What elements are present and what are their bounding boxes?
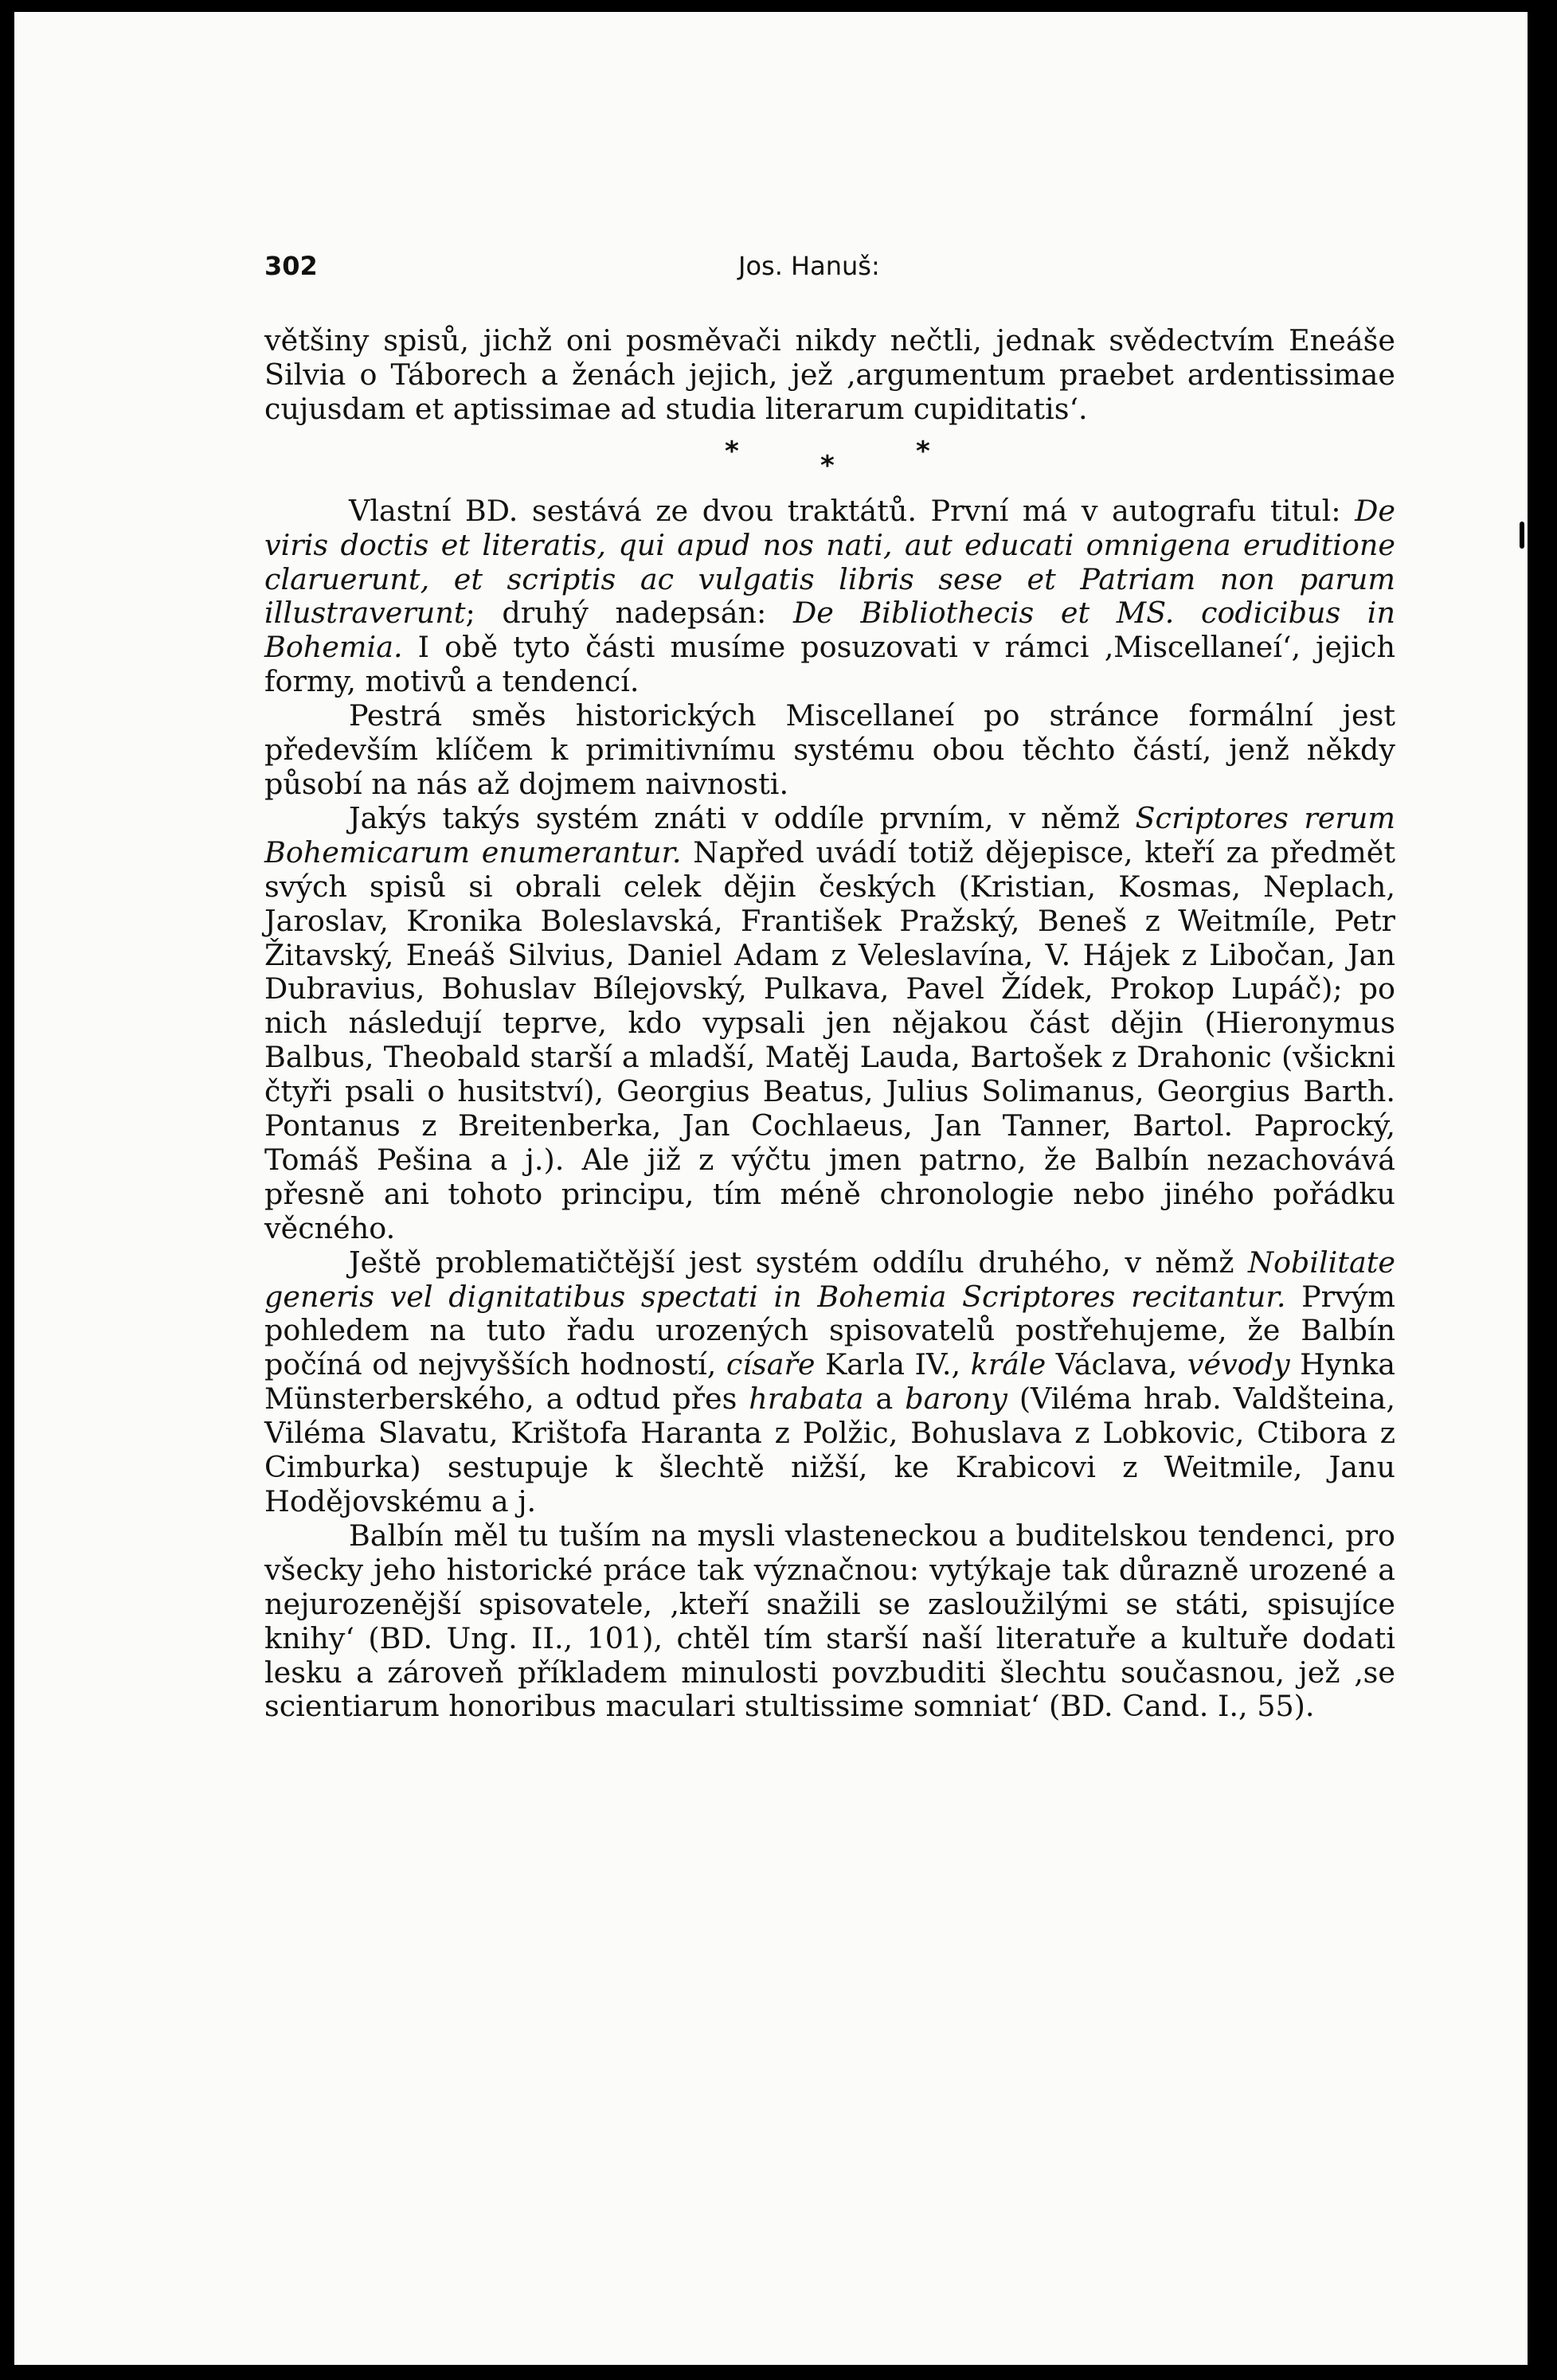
paragraph-2-text-a: Vlastní BD. sestává ze dvou traktátů. První má v autografu titul: [349, 493, 1356, 528]
paragraph-5-text-g: Václava, [1046, 1347, 1187, 1382]
paragraph-5-text-e: Karla IV., [815, 1347, 971, 1382]
paragraph-4 [264, 802, 1395, 1246]
scan-margin-mark [1520, 522, 1524, 549]
paragraph-6: Balbín měl tu tuším na mysli vlasteneckou a buditelskou tendenci, pro všecky jeho historické práce tak význačnou: vytýkaje tak důrazně urozené a nejurozenější spisovatele, ‚kteří snažili se zasloužilými se státi, spisujíce knihy‘ (BD. Ung. II., 101), chtěl tím starší naší literatuře a kultuře dodati lesku a zároveň příkladem minulosti povzbuditi šlechtu současnou, jež ‚se scientiarum honoribus maculari stultissime somniat‘ (BD. Cand. I., 55). [264, 1518, 1395, 1724]
paragraph-5-italic-cisare: císaře [726, 1347, 816, 1382]
paragraph-5-italic-vevody: vévody [1187, 1347, 1290, 1382]
paragraph-5-italic-hrabata: hrabata [749, 1381, 864, 1417]
asterisk-middle: * [820, 449, 835, 482]
paragraph-2-text-c: ; druhý nadepsán: [465, 596, 793, 631]
paragraph-5 [264, 1246, 1395, 1519]
paragraph-2 [264, 494, 1395, 699]
paragraph-5-text-a: Ještě problematičtější jest systém oddílu druhého, v němž [349, 1245, 1248, 1280]
paragraph-2-text-e: I obě tyto části musíme posuzovati v rámci ‚Miscellaneí‘, jejich formy, motivů a tendencí. [264, 630, 1395, 699]
paragraph-5-text-i: Hynka Münsterberského, a odtud přes [264, 1347, 1396, 1417]
paragraph-1: většiny spisů, jichž oni posměvači nikdy nečtli, jednak svědectvím Eneáše Silvia o Táborech a ženách jejich, jež ‚argumentum praebet ardentissimae cujusdam et aptissimae ad studia literarum cupiditatis‘. [264, 323, 1395, 426]
section-break-asterism [264, 427, 1395, 494]
page-number: 302 [264, 251, 318, 281]
page-header [264, 243, 1395, 291]
asterisk-right: * [916, 435, 930, 467]
paragraph-5-italic-krale: krále [970, 1347, 1046, 1382]
paragraph-5-text-c: Prvým pohledem na tuto řadu urozených spisovatelů postřehujeme, že Balbín počíná od nejvyšších hodností, [264, 1279, 1395, 1382]
running-head: Jos. Hanuš: [738, 251, 880, 281]
paragraph-4-text-a: Jakýs takýs systém znáti v oddíle prvním, v němž [349, 800, 1136, 835]
paragraph-3: Pestrá směs historických Miscellaneí po stránce formální jest především klíčem k primitivnímu systému obou těchto částí, jenž někdy působí na nás až dojmem naivnosti. [264, 698, 1395, 801]
paragraph-4-text-c: Napřed uvádí totiž dějepisce, kteří za předmět svých spisů si obrali celek dějin českých (Kristian, Kosmas, Neplach, Jaroslav, Kronika Boleslavská, František Pražský, Beneš z Weitmíle, Petr Žitavský, Eneáš Silvius, Daniel Adam z Veleslavína, V. Hájek z Libočan, Jan Dubravius, Bohuslav Bílejovský, Pulkava, Pavel Žídek, Prokop Lupáč); po nich následují teprve, kdo vypsali jen nějakou část dějin (Hieronymus Balbus, Theobald starší a mladší, Matěj Lauda, Bartošek z Drahonic (všickni čtyři psali o husitství), Georgius Beatus, Julius Solimanus, Georgius Barth. Pontanus z Breitenberka, Jan Cochlaeus, Jan Tanner, Bartol. Paprocký, Tomáš Pešina a j.). Ale již z výčtu jmen patrno, že Balbín nezachovává přesně ani tohoto principu, tím méně chronologie nebo jiného pořádku věcného. [264, 834, 1395, 1245]
book-page [14, 12, 1528, 2365]
paragraph-2-title-de-bibliothecis: De Bibliothecis et MS. codicibus in Bohemia. [264, 596, 1395, 665]
body-text [264, 324, 1395, 1724]
asterisk-left: * [725, 435, 739, 467]
paragraph-5-text-m: (Viléma hrab. Valdšteina, Viléma Slavatu, Krištofa Haranta z Polžic, Bohuslava z Lobkovic, Ctibora z Cimburka) sestupuje k šlechtě nižší, ke Krabicovi z Weitmile, Janu Hodějovskému a j. [264, 1381, 1395, 1518]
paragraph-5-italic-barony: barony [905, 1381, 1007, 1417]
paragraph-2-title-de-viris: De viris doctis et literatis, qui apud nos nati, aut educati omnigena eruditione claruerunt, et scriptis ac vulgatis libris sese et Patriam non parum illustraverunt [264, 493, 1395, 631]
paragraph-5-title-nobilitate: Nobilitate generis vel dignitatibus spectati in Bohemia Scriptores recitantur. [264, 1245, 1395, 1314]
paragraph-5-text-k: a [863, 1381, 906, 1417]
paragraph-4-title-scriptores: Scriptores rerum Bohemicarum enumerantur. [264, 800, 1395, 870]
